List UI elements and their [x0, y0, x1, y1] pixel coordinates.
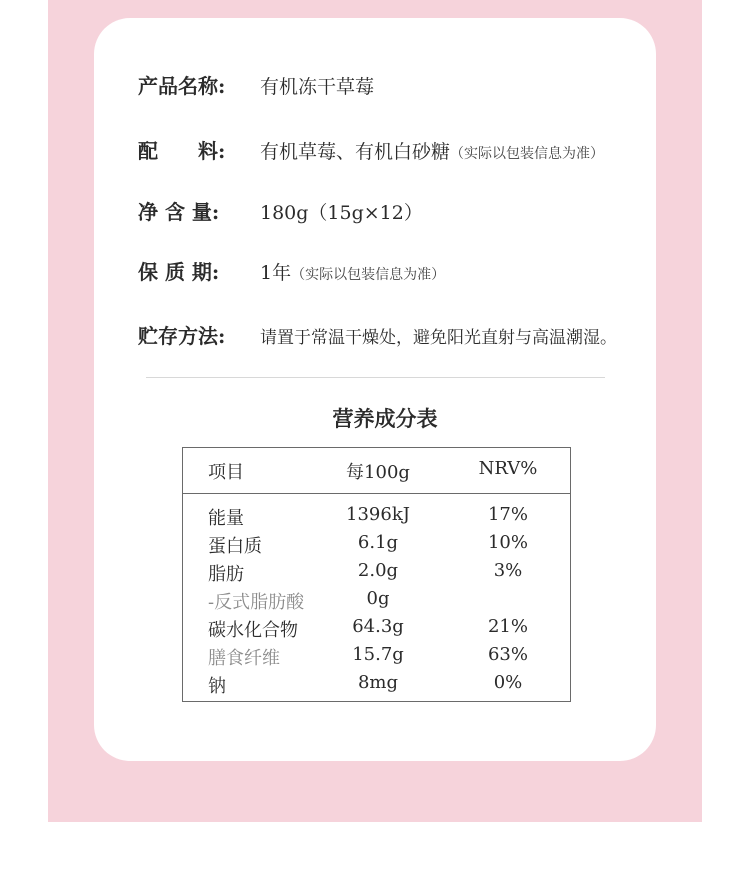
row-item: 能量: [208, 508, 244, 529]
row-nrv: 17%: [487, 504, 528, 525]
row-per100g: 8mg: [357, 672, 399, 693]
row-item: 钠: [208, 676, 226, 697]
product-name-row: [138, 70, 374, 99]
net-content-label: 净 含 量:: [138, 200, 220, 224]
net-content-row: [138, 196, 423, 225]
row-nrv: 3%: [493, 560, 523, 581]
nutrition-table-title: 营养成分表: [332, 406, 438, 431]
row-per100g: 15.7g: [352, 644, 404, 665]
ingredients-label: 配 料:: [138, 139, 226, 163]
header-item: 项目: [208, 462, 244, 483]
row-item: 膳食纤维: [208, 648, 280, 669]
product-name-label: 产品名称:: [138, 74, 226, 98]
ingredients-note: （实际以包装信息为准）: [450, 146, 605, 162]
shelf-life-row: [138, 256, 445, 285]
header-per100g: 每100g: [346, 462, 410, 483]
ingredients-value: 有机草莓、有机白砂糖: [260, 141, 451, 163]
storage-row: [138, 320, 617, 349]
shelf-life-label: 保 质 期:: [138, 260, 220, 284]
net-content-value: 180g（15g×12）: [260, 202, 423, 224]
product-name-value: 有机冻干草莓: [260, 76, 375, 98]
row-nrv: 0%: [493, 672, 523, 693]
header-nrv: NRV%: [478, 458, 538, 479]
row-per100g: 6.1g: [357, 532, 399, 553]
row-item: 脂肪: [208, 564, 244, 585]
nutrition-table: [182, 447, 571, 702]
storage-label: 贮存方法:: [138, 324, 226, 348]
row-per100g: 64.3g: [352, 616, 404, 637]
shelf-life-value: 1年: [260, 262, 292, 284]
row-nrv: 10%: [487, 532, 528, 553]
row-per100g: 0g: [366, 588, 390, 609]
ingredients-row: [138, 135, 604, 164]
row-nrv: 63%: [487, 644, 528, 665]
row-item: -反式脂肪酸: [208, 592, 305, 613]
shelf-life-note: （实际以包装信息为准）: [291, 267, 446, 283]
section-divider: [146, 377, 605, 378]
row-per100g: 2.0g: [357, 560, 399, 581]
nutrition-table-header: [183, 448, 570, 494]
row-nrv: 21%: [487, 616, 528, 637]
storage-value: 请置于常温干燥处，避免阳光直射与高温潮湿。: [260, 328, 617, 348]
row-per100g: 1396kJ: [346, 504, 410, 525]
row-item: 蛋白质: [208, 536, 262, 557]
row-item: 碳水化合物: [208, 620, 298, 641]
